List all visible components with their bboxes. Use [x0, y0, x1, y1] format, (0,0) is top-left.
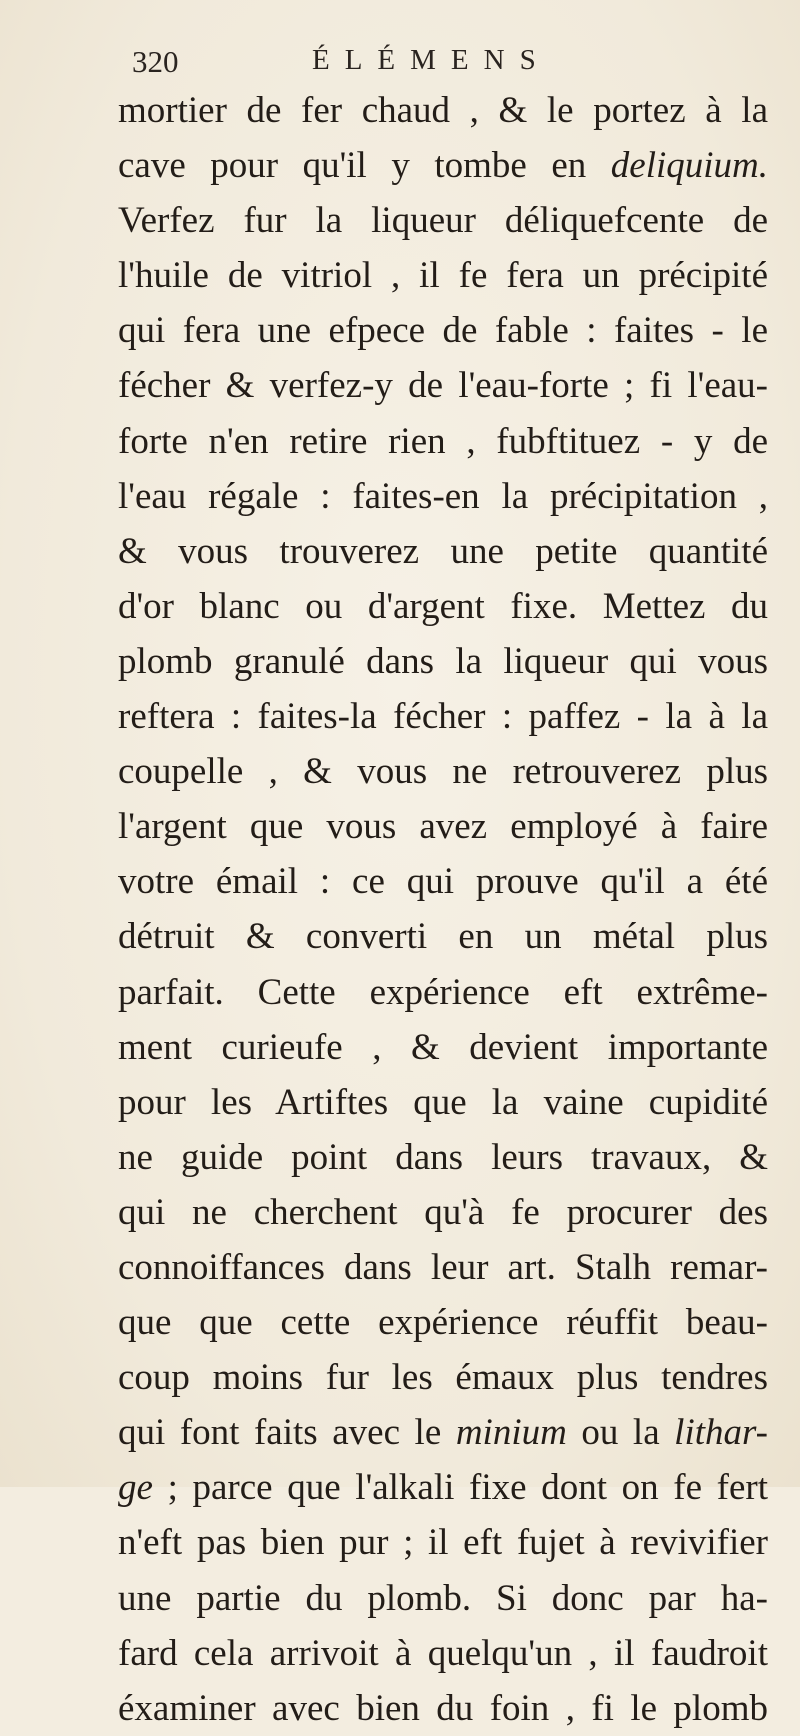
text-segment: fard cela arrivoit à quelqu'un , il faudroit — [118, 1632, 768, 1674]
text-segment: que que cette expérience réuffit beau- — [118, 1302, 768, 1344]
text-line — [118, 1460, 768, 1515]
text-segment: l'argent que vous avez employé à faire — [118, 806, 768, 848]
text-segment: ou la — [566, 1412, 675, 1454]
text-segment: plomb granulé dans la liqueur qui vous — [118, 640, 768, 682]
text-line — [118, 689, 768, 744]
body-text — [118, 83, 768, 1736]
text-line — [118, 1020, 768, 1075]
text-segment: ment curieufe , & devient importante — [118, 1026, 768, 1068]
text-segment: parfait. Cette expérience eft extrême- — [118, 971, 768, 1013]
text-segment: ne guide point dans leurs travaux, & — [118, 1136, 768, 1178]
text-line — [118, 1075, 768, 1130]
text-line — [118, 1405, 768, 1460]
text-line — [118, 854, 768, 909]
italic-text: minium — [455, 1412, 567, 1454]
text-segment: ; parce que l'alkali fixe dont on fe fert — [152, 1467, 768, 1509]
text-line — [118, 799, 768, 854]
text-segment: reftera : faites-la fécher : paffez - la à la — [118, 696, 768, 738]
text-line — [118, 1130, 768, 1185]
text-line — [118, 1185, 768, 1240]
text-line — [118, 1350, 768, 1405]
text-segment: coupelle , & vous ne retrouverez plus — [118, 751, 768, 793]
text-line — [118, 248, 768, 303]
italic-text: deliquium. — [610, 145, 768, 187]
text-line — [118, 634, 768, 689]
text-segment: coup moins fur les émaux plus tendres — [118, 1357, 768, 1399]
text-line — [118, 414, 768, 469]
text-line — [118, 524, 768, 579]
text-line — [118, 83, 768, 138]
text-segment: n'eft pas bien pur ; il eft fujet à revivifier — [118, 1522, 768, 1564]
text-line — [118, 1240, 768, 1295]
text-line — [118, 358, 768, 413]
text-line — [118, 1681, 768, 1736]
text-line — [118, 138, 768, 193]
text-segment: Verfez fur la liqueur déliquefcente de — [118, 200, 768, 242]
italic-text: lithar- — [674, 1412, 768, 1454]
text-line — [118, 1295, 768, 1350]
text-line — [118, 193, 768, 248]
text-segment: forte n'en retire rien , fubftituez - y de — [118, 420, 768, 462]
page-header — [120, 38, 760, 88]
text-segment: détruit & converti en un métal plus — [118, 916, 768, 958]
text-line — [118, 909, 768, 964]
text-line — [118, 744, 768, 799]
text-segment: fécher & verfez-y de l'eau-forte ; fi l'eau- — [118, 365, 768, 407]
text-segment: connoiffances dans leur art. Stalh remar- — [118, 1246, 768, 1288]
text-segment: l'huile de vitriol , il fe fera un précipité — [118, 255, 768, 297]
text-line — [118, 1626, 768, 1681]
text-line — [118, 469, 768, 524]
page-number: 320 — [132, 44, 179, 79]
text-segment: qui fera une efpece de fable : faites - le — [118, 310, 768, 352]
text-segment: qui font faits avec le — [118, 1412, 456, 1454]
text-segment: votre émail : ce qui prouve qu'il a été — [118, 861, 768, 903]
text-line — [118, 579, 768, 634]
text-segment: l'eau régale : faites-en la précipitation , — [118, 475, 768, 517]
text-segment: d'or blanc ou d'argent fixe. Mettez du — [118, 585, 768, 627]
text-segment: pour les Artiftes que la vaine cupidité — [118, 1081, 768, 1123]
text-segment: & vous trouverez une petite quantité — [118, 530, 768, 572]
text-segment: mortier de fer chaud , & le portez à la — [118, 90, 768, 131]
text-line — [118, 965, 768, 1020]
text-segment: une partie du plomb. Si donc par ha- — [118, 1577, 768, 1619]
italic-text: ge — [118, 1467, 153, 1509]
text-segment: cave pour qu'il y tombe en — [118, 145, 611, 187]
text-line — [118, 1515, 768, 1570]
text-segment: éxaminer avec bien du foin , fi le plomb — [118, 1687, 768, 1729]
text-segment: qui ne cherchent qu'à fe procurer des — [118, 1191, 768, 1233]
running-title: ÉLÉMENS — [312, 44, 551, 76]
text-line — [118, 1571, 768, 1626]
text-line — [118, 303, 768, 358]
